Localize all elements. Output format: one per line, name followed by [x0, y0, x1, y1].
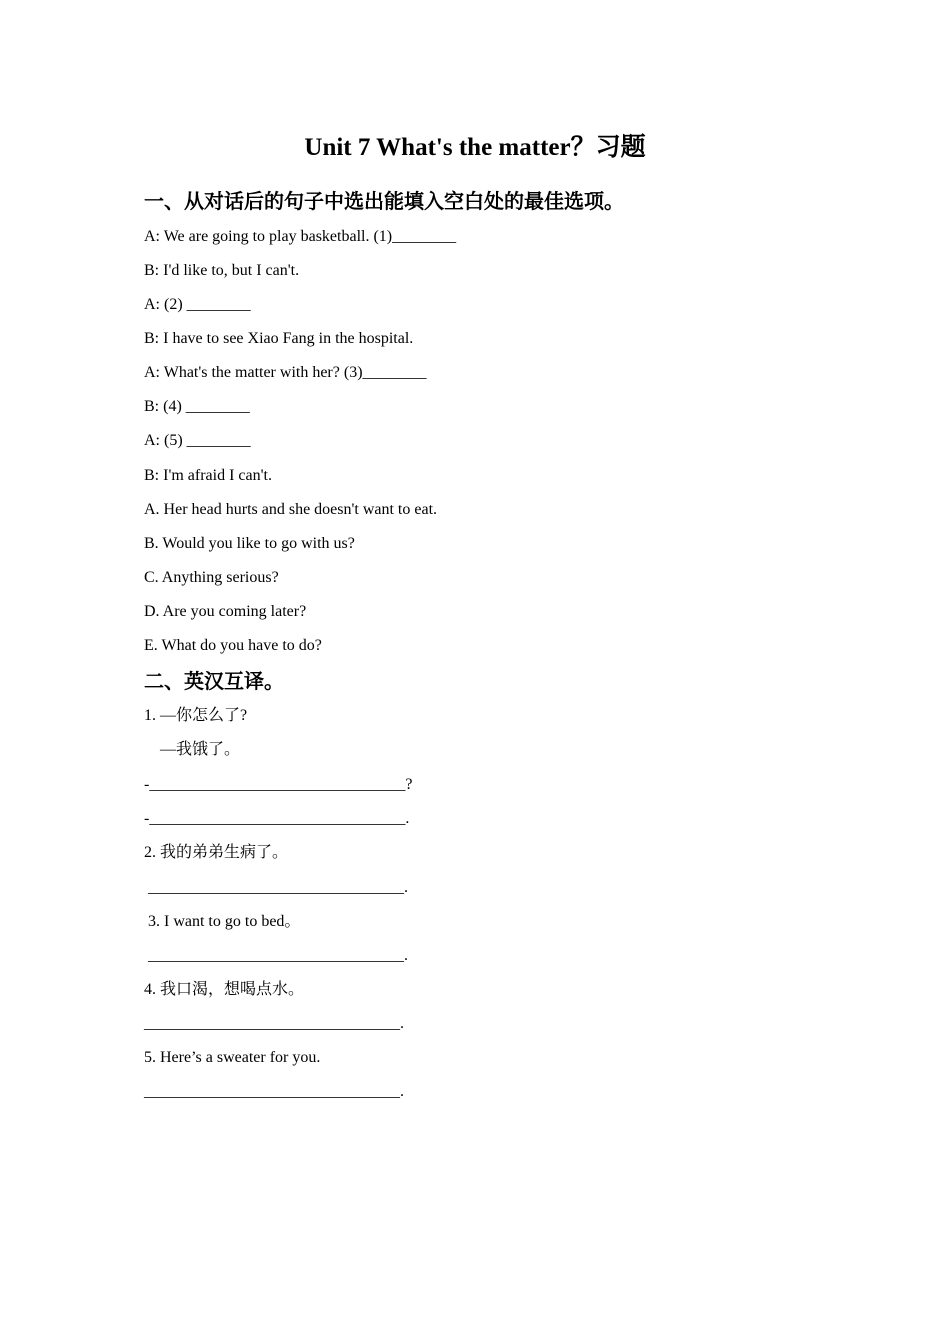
answer-blank: -________________________________.: [144, 810, 410, 827]
answer-blank: ________________________________.: [148, 947, 408, 964]
option-item: B. Would you like to go with us?: [144, 535, 355, 552]
answer-blank: ________________________________.: [144, 1083, 404, 1100]
dialogue-line: A: What's the matter with her? (3)________: [144, 364, 427, 381]
question-1: 1. —你怎么了?: [144, 707, 248, 724]
dialogue-line: B: (4) ________: [144, 398, 250, 415]
answer-blank: -________________________________?: [144, 776, 413, 793]
dialogue-line: B: I'd like to, but I can't.: [144, 262, 300, 279]
option-item: E. What do you have to do?: [144, 637, 322, 654]
dialogue-line: A: We are going to play basketball. (1)________: [144, 228, 457, 245]
answer-blank: ________________________________.: [144, 1015, 404, 1032]
section-heading-1: 一、从对话后的句子中选出能填入空白处的最佳选项。: [144, 189, 624, 213]
page-title: Unit 7 What's the matter？习题: [304, 134, 646, 161]
answer-blank: ________________________________.: [148, 879, 408, 896]
question-1-answer-prompt: —我饿了。: [160, 741, 241, 758]
question-5: 5. Here’s a sweater for you.: [144, 1049, 321, 1066]
option-item: A. Her head hurts and she doesn't want to eat.: [144, 501, 438, 518]
dialogue-line: A: (2) ________: [144, 296, 251, 313]
question-4: 4. 我口渴，想喝点水。: [144, 981, 305, 998]
question-2: 2. 我的弟弟生病了。: [144, 844, 289, 861]
dialogue-line: B: I'm afraid I can't.: [144, 467, 272, 484]
dialogue-line: A: (5) ________: [144, 432, 251, 449]
section-heading-2: 二、英汉互译。: [144, 669, 284, 693]
question-3: 3. I want to go to bed。: [148, 913, 301, 930]
dialogue-line: B: I have to see Xiao Fang in the hospital.: [144, 330, 414, 347]
option-item: C. Anything serious?: [144, 569, 279, 586]
option-item: D. Are you coming later?: [144, 603, 307, 620]
